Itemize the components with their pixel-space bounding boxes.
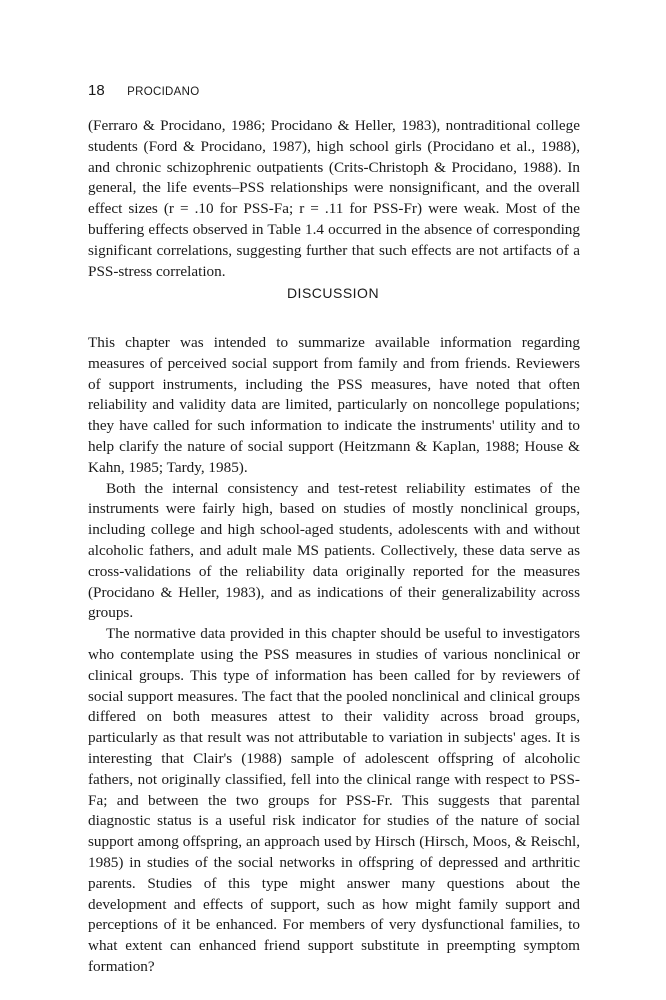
- section-heading: DISCUSSION: [286, 285, 380, 301]
- page-header: [88, 82, 200, 100]
- discussion-section: [88, 333, 580, 978]
- discussion-paragraph-1: This chapter was intended to summarize available information regarding measures of perceived social support from family and from friends. Reviewers of support instruments, including the PSS measures, have noted that often reliability and validity data are limited, particularly on noncollege populations; they have called for such information to indicate the instruments' utility and to help clarify the nature of social support (Heitzmann & Kaplan, 1988; House & Kahn, 1985; Tardy, 1985).: [88, 334, 580, 476]
- running-head: PROCIDANO: [127, 86, 200, 98]
- discussion-paragraph-3: The normative data provided in this chapter should be useful to investigators who contemplate using the PSS measures in studies of various nonclinical or clinical groups. This type of information has been called for by reviewers of social support measures. The fact that the pooled nonclinical and clinical groups differed on both measures attest to their validity across broad groups, particularly as that result was not attributable to variation in subjects' ages. It is interesting that Clair's (1988) sample of adolescent offspring of alcoholic fathers, not originally classified, fell into the clinical range with respect to PSS-Fa; and between the two groups for PSS-Fr. This suggests that parental diagnostic status is a useful risk indicator for studies of the nature of social support among offspring, an approach used by Hirsch (Hirsch, Moos, & Reischl, 1985) in studies of the social networks in offspring of depressed and arthritic parents. Studies of this type might answer many questions about the development and effects of support, such as how might family support and perceptions of it be enhanced. For members of very dysfunctional families, to what extent can enhanced friend support substitute in preempting symptom formation?: [88, 625, 580, 975]
- discussion-paragraph-2: Both the internal consistency and test-retest reliability estimates of the instruments were fairly high, based on studies of mostly nonclinical groups, including college and high school-aged students, adolescents with and without alcoholic fathers, and adult male MS patients. Collectively, these data serve as cross-validations of the reliability data originally reported for the measures (Procidano & Heller, 1983), and as indications of their generalizability across groups.: [88, 479, 580, 622]
- page-number: 18: [88, 82, 105, 99]
- continued-paragraph-block: [88, 116, 580, 282]
- continued-paragraph: (Ferraro & Procidano, 1986; Procidano & Heller, 1983), nontraditional college students (Ford & Procidano, 1987), high school girls (Procidano et al., 1988), and chronic schizophrenic outpatients (Crits-Christoph & Procidano, 1988). In general, the life events–PSS relationships were nonsignificant, and the overall effect sizes (r = .10 for PSS-Fa; r = .11 for PSS-Fr) were weak. Most of the buffering effects observed in Table 1.4 occurred in the absence of corresponding significant correlations, suggesting further that such effects are not artifacts of a PSS-stress correlation.: [88, 117, 580, 280]
